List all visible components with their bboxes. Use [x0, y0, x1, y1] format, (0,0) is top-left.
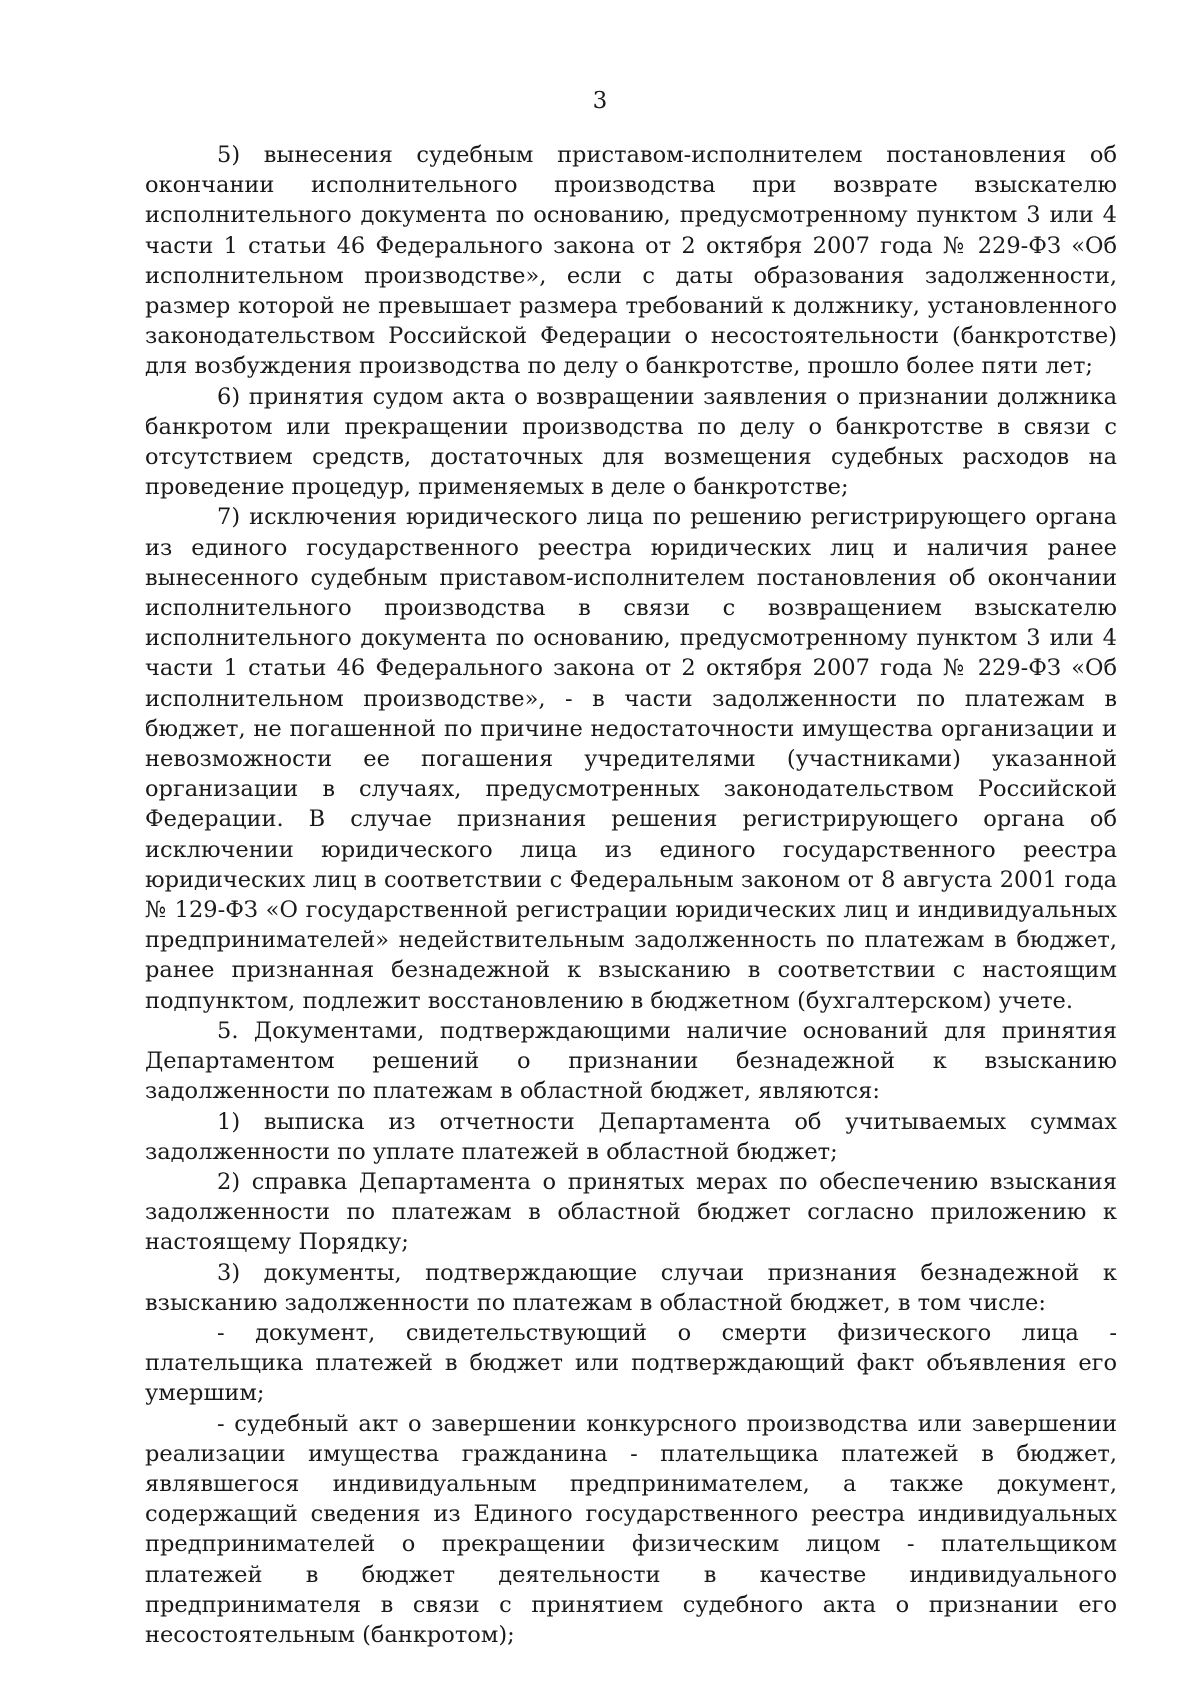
paragraph-item-7: 7) исключения юридического лица по решению регистрирующего органа из единого государственного реестра юридических лиц и наличия ранее вынесенного судебным приставом-исполнителем постановления об окончании исполнительного производства в связи с возвращением взыскателю исполнительного документа по основанию, предусмотренному пунктом 3 или 4 части 1 статьи 46 Федерального закона от 2 октября 2007 года № 229-ФЗ «Об исполнительном производстве», - в части задолженности по платежам в бюджет, не погашенной по причине недостаточности имущества организации и невозможности ее погашения учредителями (участниками) указанной организации в случаях, предусмотренных законодательством Российской Федерации. В случае признания решения регистрирующего органа об исключении юридического лица из единого государственного реестра юридических лиц в соответствии с Федеральным законом от 8 августа 2001 года № 129-ФЗ «О государственной регистрации юридических лиц и индивидуальных предпринимателей» недействительным задолженность по платежам в бюджет, ранее признанная безнадежной к взысканию в соответствии с настоящим подпунктом, подлежит восстановлению в бюджетном (бухгалтерском) учете.	[145, 504, 1117, 1014]
paragraph-section-5: 5. Документами, подтверждающими наличие оснований для принятия Департаментом решений о признании безнадежной к взысканию задолженности по платежам в областной бюджет, являются:	[145, 1017, 1117, 1105]
document-body	[145, 140, 1117, 1650]
paragraph-subitem-2: 2) справка Департамента о принятых мерах по обеспечению взыскания задолженности по платежам в областной бюджет согласно приложению к настоящему Порядку;	[145, 1168, 1117, 1256]
paragraph-dash-1: - документ, свидетельствующий о смерти физического лица - плательщика платежей в бюджет или подтверждающий факт объявления его умершим;	[145, 1319, 1117, 1407]
paragraph-item-6: 6) принятия судом акта о возвращении заявления о признании должника банкротом или прекращении производства по делу о банкротстве в связи с отсутствием средств, достаточных для возмещения судебных расходов на проведение процедур, применяемых в деле о банкротстве;	[145, 383, 1117, 501]
paragraph-subitem-3: 3) документы, подтверждающие случаи признания безнадежной к взысканию задолженности по платежам в областной бюджет, в том числе:	[145, 1259, 1117, 1316]
paragraph-subitem-1: 1) выписка из отчетности Департамента об учитываемых суммах задолженности по уплате платежей в областной бюджет;	[145, 1108, 1117, 1165]
paragraph-item-5: 5) вынесения судебным приставом-исполнителем постановления об окончании исполнительного производства при возврате взыскателю исполнительного документа по основанию, предусмотренному пунктом 3 или 4 части 1 статьи 46 Федерального закона от 2 октября 2007 года № 229-ФЗ «Об исполнительном производстве», если с даты образования задолженности, размер которой не превышает размера требований к должнику, установленного законодательством Российской Федерации о несостоятельности (банкротстве) для возбуждения производства по делу о банкротстве, прошло более пяти лет;	[145, 142, 1117, 380]
page-number: 3	[592, 88, 608, 114]
paragraph-dash-2: - судебный акт о завершении конкурсного производства или завершении реализации имущества гражданина - плательщика платежей в бюджет, являвшегося индивидуальным предпринимателем, а также документ, содержащий сведения из Единого государственного реестра индивидуальных предпринимателей о прекращении физическим лицом - плательщиком платежей в бюджет деятельности в качестве индивидуального предпринимателя в связи с принятием судебного акта о признании его несостоятельным (банкротом);	[145, 1410, 1117, 1648]
